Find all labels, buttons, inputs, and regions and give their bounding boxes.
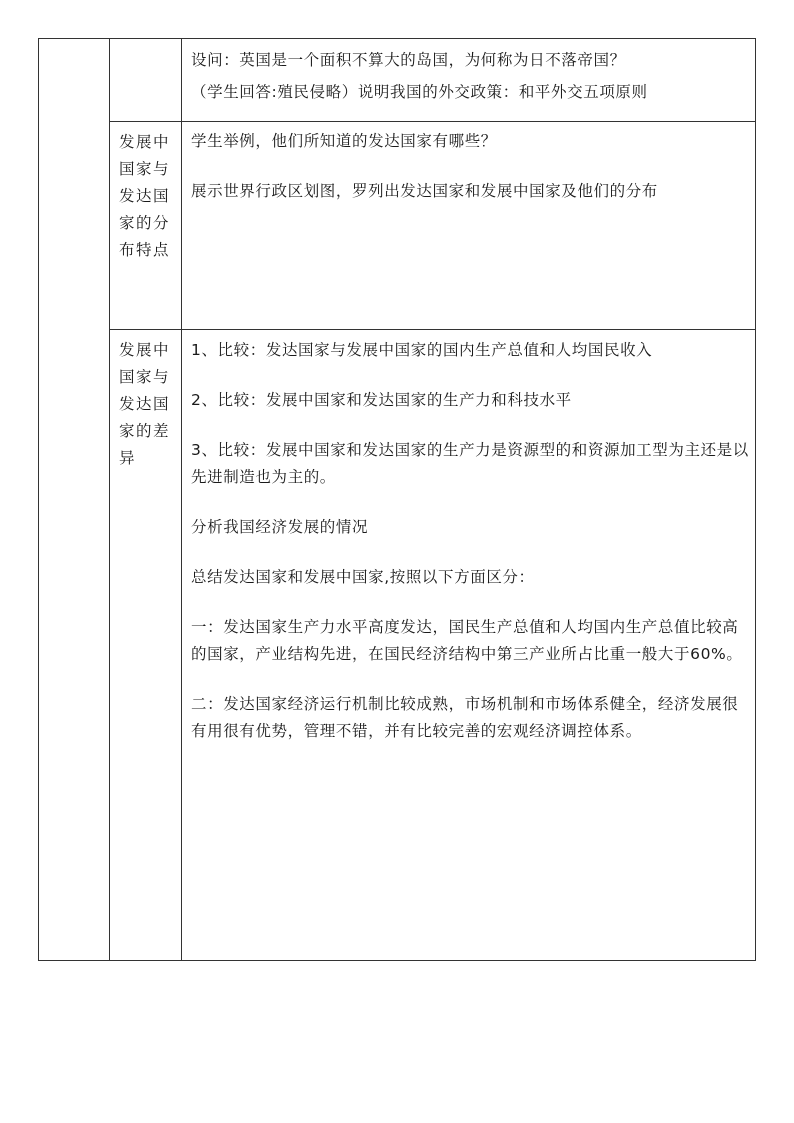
- content-cell: [182, 330, 756, 961]
- lesson-plan-table: [38, 38, 756, 961]
- content-paragraph: 3、比较：发展中国家和发达国家的生产力是资源型的和资源加工型为主还是以先进制造也为主的。: [191, 441, 749, 486]
- topic-cell: [110, 330, 182, 961]
- topic-label: 发展中国家与发达国家的差异: [119, 341, 171, 467]
- topic-label: [110, 39, 181, 46]
- content-paragraph: 一：发达国家生产力水平高度发达，国民生产总值和人均国内生产总值比较高的国家，产业结构先进，在国民经济结构中第三产业所占比重一般大于60%。: [191, 618, 743, 663]
- content-cell: [182, 122, 756, 330]
- table-row: [39, 330, 756, 961]
- topic-label: 发展中国家与发达国家的分布特点: [119, 133, 171, 259]
- content-paragraph: 二：发达国家经济运行机制比较成熟，市场机制和市场体系健全，经济发展很有用很有优势，管理不错，并有比较完善的宏观经济调控体系。: [191, 695, 739, 740]
- content-cell: [182, 39, 756, 122]
- content-paragraph: （学生回答:殖民侵略）说明我国的外交政策：和平外交五项原则: [191, 83, 648, 101]
- content-paragraph: 2、比较：发展中国家和发达国家的生产力和科技水平: [191, 391, 572, 409]
- topic-cell: [110, 122, 182, 330]
- outer-blank-cell: [39, 39, 110, 961]
- content-paragraph: 设问：英国是一个面积不算大的岛国，为何称为日不落帝国？: [191, 51, 626, 69]
- topic-cell: [110, 39, 182, 122]
- content-paragraph: 分析我国经济发展的情况: [191, 518, 369, 536]
- table-row: [39, 122, 756, 330]
- content-paragraph: 学生举例，他们所知道的发达国家有哪些？: [191, 132, 497, 150]
- table-row: [39, 39, 756, 122]
- content-paragraph: 1、比较：发达国家与发展中国家的国内生产总值和人均国民收入: [191, 341, 653, 359]
- content-paragraph: 展示世界行政区划图，罗列出发达国家和发展中国家及他们的分布: [191, 182, 658, 200]
- content-paragraph: 总结发达国家和发展中国家,按照以下方面区分：: [191, 568, 535, 586]
